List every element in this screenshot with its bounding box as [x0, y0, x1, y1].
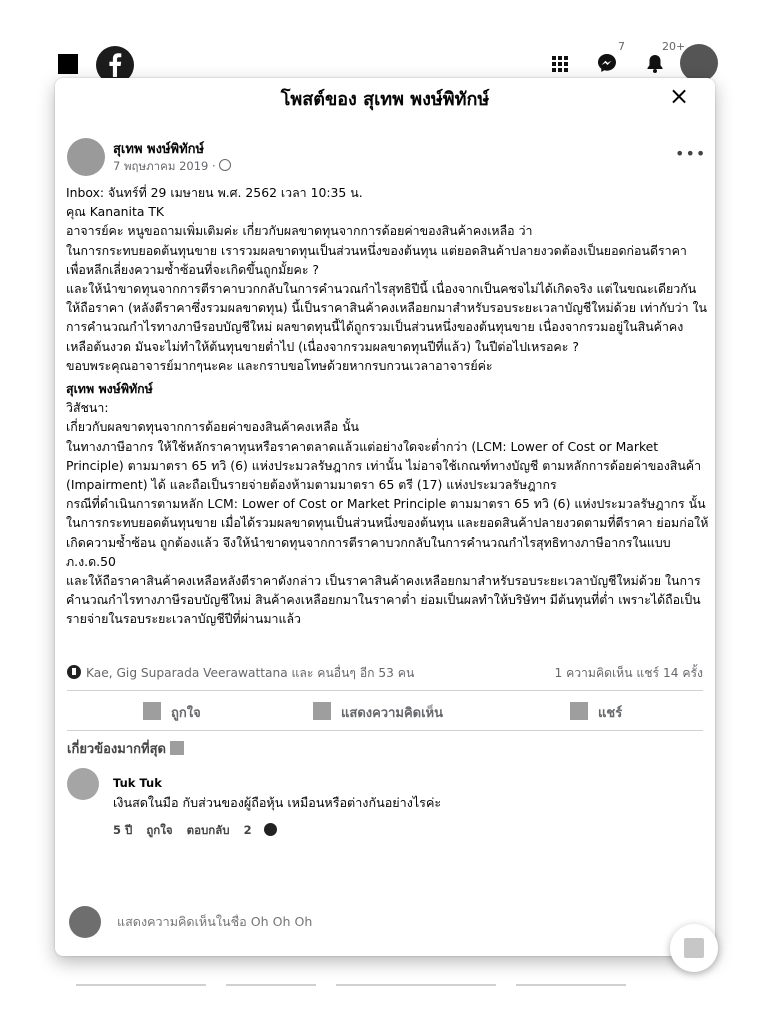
like-icon [67, 665, 81, 679]
reply-author: สุเทพ พงษ์พิทักษ์ [66, 381, 153, 397]
comment-input[interactable] [117, 914, 517, 929]
post-body [66, 183, 710, 629]
comment-text: เงินสดในมือ กับส่วนของผู้ถือหุ้น เหมือนหรือต่างกันอย่างไรค่ะ [113, 795, 442, 810]
globe-icon [219, 159, 231, 171]
dialog-title: โพสต์ของ สุเทพ พงษ์พิทักษ์ [280, 89, 490, 110]
current-user-avatar [69, 906, 101, 938]
comment-sort-dropdown[interactable] [67, 738, 184, 759]
notification-badge: 7 [618, 40, 625, 53]
account-avatar[interactable] [680, 44, 718, 82]
page-bottom-strip [76, 982, 676, 990]
comment-reply-button[interactable]: ตอบกลับ [186, 823, 230, 837]
comment-icon [313, 702, 331, 720]
comment-label: แสดงความคิดเห็น [341, 706, 444, 721]
comment-button[interactable] [313, 702, 443, 723]
comment-age[interactable]: 5 ปี [113, 823, 133, 837]
close-icon[interactable]: × [669, 82, 690, 110]
like-button[interactable] [143, 702, 201, 723]
more-options-icon[interactable]: ••• [675, 144, 707, 163]
action-bar [67, 698, 703, 728]
compose-icon [684, 938, 704, 958]
share-button[interactable] [570, 702, 622, 723]
comment-like-count[interactable] [244, 823, 287, 837]
post-date[interactable] [113, 158, 231, 176]
share-label: แชร์ [598, 706, 623, 721]
comment-meta [113, 822, 297, 840]
like-icon [264, 823, 277, 836]
divider [67, 690, 703, 691]
post-stats[interactable]: 1 ความคิดเห็น แชร์ 14 ครั้ง [554, 666, 703, 680]
author-name[interactable]: สุเทพ พงษ์พิทักษ์ [113, 142, 205, 157]
reaction-summary [67, 664, 703, 686]
like-count-text: 2 [243, 823, 252, 837]
comment-like-button[interactable]: ถูกใจ [146, 823, 173, 837]
square-icon[interactable] [58, 54, 78, 74]
commenter-name[interactable]: Tuk Tuk [113, 776, 162, 790]
reaction-people: Kae, Gig Suparada Veerawattana และ คนอื่นๆ อีก 53 คน [86, 666, 415, 680]
new-message-button[interactable] [670, 924, 718, 972]
like-icon [143, 702, 161, 720]
post-date-text: 7 พฤษภาคม 2019 · [113, 159, 216, 173]
chevron-down-icon [170, 741, 184, 755]
reply-text: วิสัชนา: เกี่ยวกับผลขาดทุนจากการด้อยค่าของสินค้าคงเหลือ นั้น ในทางภาษีอากร ให้ใช้หลักราคาทุนหรือราคาตลาดแล้วแต่อย่างใดจะต่ำกว่า (LCM: Lower of Cost or Market Principle) ตามมาตรา 65 ทวิ (6) แห่งประมวลรัษฎากร เท่านั้น ไม่อาจใช้เกณฑ์ทางบัญชี ตามหลักการด้อยค่าของสินค้า (Impairment) ได้ และถือเป็นรายจ่ายต้องห้ามตามมาตรา 65 ตรี (17) แห่งประมวลรัษฎากร กรณีที่ดำเนินการตามหลัก LCM: Lower of Cost or Market Principle ตามมาตรา 65 ทวิ (6) แห่งประมวลรัษฎากร นั้น ในการกระทบยอดต้นทุนขาย เมื่อได้รวมผลขาดทุนเป็นส่วนหนึ่งของต้นทุน และยอดสินค้าปลายงวดตามที่ตีราคา ย่อมก่อให้เกิดความซ้ำซ้อน ถูกต้องแล้ว จึงให้นำขาดทุนจากการตีราคาบวกกลับในการคำนวณกำไรสุทธิทางภาษีอากรในแบบ ภ.ง.ด.50 และให้ถือราคาสินค้าคงเหลือหลังตีราคาดังกล่าว เป็นราคาสินค้าคงเหลือยกมาสำหรับรอบระยะเวลาบัญชีใหม่ด้วย ในการคำนวณกำไรทางภาษีรอบบัญชีใหม่ สินค้าคงเหลือยกมาในราคาต่ำ ย่อมเป็นผลทำให้บริษัทฯ มีต้นทุนที่ต่ำ เพราะได้ถือเป็นรายจ่ายในรอบระยะเวลาบัญชีปีที่ผ่านมาแล้ว [66, 400, 709, 627]
sort-label: เกี่ยวข้องมากที่สุด [67, 742, 166, 757]
reactions-link[interactable] [67, 666, 414, 680]
share-icon [570, 702, 588, 720]
commenter-avatar[interactable] [67, 768, 99, 800]
question-text: Inbox: จันทร์ที่ 29 เมษายน พ.ศ. 2562 เวลา 10:35 น. คุณ Kananita TK อาจารย์คะ หนูขอถามเพิ่มเติมค่ะ เกี่ยวกับผลขาดทุนจากการด้อยค่าของสินค้าคงเหลือ ว่า ในการกระทบยอดต้นทุนขาย เรารวมผลขาดทุนเป็นส่วนหนึ่งของต้นทุน แต่ยอดสินค้าปลายงวดต้องเป็นยอดก่อนดีราคา เพื่อหลีกเลี่ยงความซ้ำซ้อนที่จะเกิดขึ้นถูกมั้ยคะ ? และให้นำขาดทุนจากการตีราคาบวกกลับในการคำนวณกำไรสุทธิปีนี้ เนื่องจากเป็นคชจไม่ได้เกิดจริง แต่ในขณะเดียวกันให้ถือราคา (หลังตีราคาซึ่งรวมผลขาดทุน) นี้เป็นราคาสินค้าคงเหลือยกมาสำหรับรอบระยะเวลาบัญชีใหม่ด้วย เท่ากับว่า ในการคำนวณกำไรทางภาษีรอบบัญชีใหม่ ผลขาดทุนนี้ได้ถูกรวมเป็นส่วนหนึ่งของต้นทุนขาย เนื่องจากรวมอยู่ในสินค้าคงเหลือต้นงวด มันจะไม่ทำให้ต้นทุนขายต่ำไป (เนื่องจากรวมผลขาดทุนปีที่แล้ว) ในปีต่อไปเหรอคะ ? ขอบพระคุณอาจารย์มากๆนะคะ และกราบขอโทษด้วยหากรบกวนเวลาอาจารย์ค่ะ [66, 185, 707, 373]
post-dialog [55, 78, 715, 956]
author-avatar[interactable] [67, 138, 105, 176]
menu-grid-icon[interactable] [548, 50, 576, 78]
divider [67, 730, 703, 731]
top-bar [0, 0, 768, 80]
messenger-badge: 20+ [662, 40, 686, 53]
like-label: ถูกใจ [171, 706, 201, 721]
